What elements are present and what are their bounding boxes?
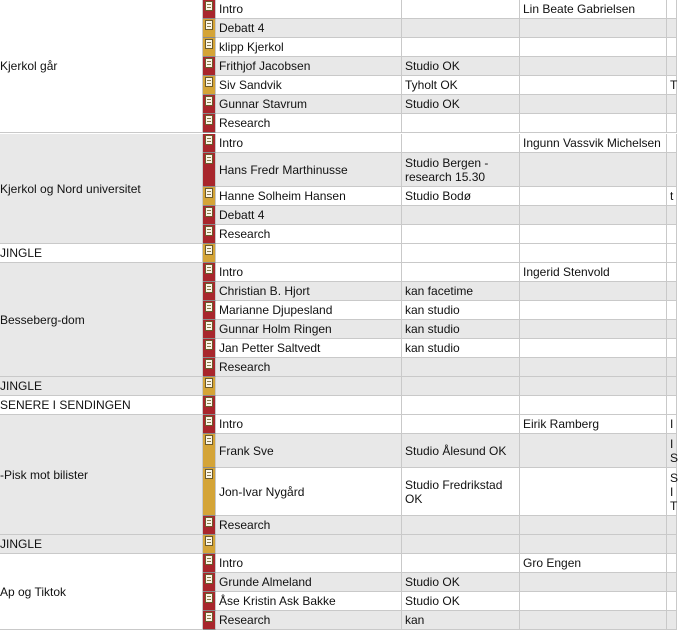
document-icon[interactable] <box>205 283 213 293</box>
table-row[interactable] <box>0 225 670 244</box>
extra-text: t <box>670 189 674 203</box>
row-marker-bar[interactable] <box>203 263 216 282</box>
document-icon[interactable] <box>205 264 213 274</box>
cell-item[interactable] <box>216 114 402 133</box>
row-marker-bar[interactable] <box>203 95 216 114</box>
segment-block <box>0 415 678 535</box>
table-row[interactable] <box>0 76 678 95</box>
document-icon[interactable] <box>205 435 213 445</box>
table-row[interactable] <box>0 206 670 225</box>
cell-status[interactable] <box>402 573 520 592</box>
cell-status[interactable] <box>402 554 520 573</box>
cell-extra[interactable] <box>667 95 677 114</box>
cell-extra[interactable] <box>667 301 677 320</box>
cell-item[interactable] <box>216 301 402 320</box>
cell-person[interactable] <box>520 339 667 358</box>
cell-person[interactable] <box>520 377 667 396</box>
status-text: Tyholt OK <box>405 78 458 92</box>
cell-status[interactable] <box>402 0 520 19</box>
document-icon[interactable] <box>205 58 213 68</box>
cell-person[interactable] <box>520 592 667 611</box>
cell-item[interactable] <box>216 263 402 282</box>
status-text: Studio Fredrikstad OK <box>405 477 503 506</box>
table-row[interactable] <box>0 415 674 434</box>
cell-person[interactable] <box>520 76 667 95</box>
document-icon[interactable] <box>205 115 213 125</box>
segment-name: JINGLE <box>0 246 43 260</box>
cell-extra[interactable] <box>667 38 677 57</box>
table-row[interactable] <box>0 339 670 358</box>
row-marker-bar[interactable] <box>203 153 216 187</box>
item-text: Hanne Solheim Hansen <box>219 189 346 203</box>
table-row[interactable] <box>0 592 670 611</box>
item-text: Debatt 4 <box>219 208 265 222</box>
cell-status[interactable] <box>402 592 520 611</box>
segment-block <box>0 396 670 415</box>
document-icon[interactable] <box>205 397 213 407</box>
table-row[interactable] <box>0 38 670 57</box>
document-icon[interactable] <box>205 321 213 331</box>
cell-status[interactable] <box>402 282 520 301</box>
cell-extra[interactable] <box>667 573 677 592</box>
cell-item[interactable] <box>216 320 402 339</box>
row-marker-bar[interactable] <box>203 592 216 611</box>
cell-person[interactable] <box>520 573 667 592</box>
table-row[interactable] <box>0 535 670 554</box>
cell-item[interactable] <box>216 76 402 95</box>
cell-person[interactable] <box>520 516 667 535</box>
cell-person[interactable] <box>520 95 667 114</box>
segment-block <box>0 535 670 554</box>
cell-extra[interactable] <box>667 434 677 468</box>
status-text: kan <box>405 613 425 627</box>
row-marker-bar[interactable] <box>203 320 216 339</box>
document-icon[interactable] <box>205 536 213 546</box>
cell-status[interactable] <box>402 301 520 320</box>
cell-extra[interactable] <box>667 339 677 358</box>
cell-extra[interactable] <box>667 19 677 38</box>
segment-block <box>0 554 670 630</box>
cell-person[interactable] <box>520 187 667 206</box>
table-row[interactable] <box>0 611 670 630</box>
item-text: Christian B. Hjort <box>219 284 310 298</box>
cell-person[interactable] <box>520 153 667 187</box>
cell-person[interactable] <box>520 244 667 263</box>
cell-extra[interactable] <box>667 244 677 263</box>
item-text: Gunnar Holm Ringen <box>219 322 332 336</box>
status-text: Studio OK <box>405 594 460 608</box>
cell-item[interactable] <box>216 19 402 38</box>
document-icon[interactable] <box>205 77 213 87</box>
row-marker-bar[interactable] <box>203 0 216 19</box>
document-icon[interactable] <box>205 593 213 603</box>
cell-person[interactable] <box>520 415 667 434</box>
item-text: Research <box>219 227 271 241</box>
cell-person[interactable] <box>520 611 667 630</box>
cell-extra[interactable] <box>667 134 677 153</box>
cell-status[interactable] <box>402 358 520 377</box>
cell-person[interactable] <box>520 263 667 282</box>
cell-status[interactable] <box>402 225 520 244</box>
person-text: Ingunn Vassvik Michelsen <box>523 136 661 150</box>
cell-status[interactable] <box>402 320 520 339</box>
row-marker-bar[interactable] <box>203 358 216 377</box>
cell-extra[interactable] <box>667 187 677 206</box>
table-row[interactable] <box>0 516 670 535</box>
cell-person[interactable] <box>520 396 667 415</box>
cell-item[interactable] <box>216 434 402 468</box>
document-icon[interactable] <box>205 359 213 369</box>
cell-person[interactable] <box>520 134 667 153</box>
document-icon[interactable] <box>205 378 213 388</box>
document-icon[interactable] <box>205 574 213 584</box>
cell-item[interactable] <box>216 339 402 358</box>
cell-person[interactable] <box>520 301 667 320</box>
document-icon[interactable] <box>205 245 213 255</box>
cell-item[interactable] <box>216 57 402 76</box>
row-marker-bar[interactable] <box>203 415 216 434</box>
table-row[interactable] <box>0 377 670 396</box>
cell-person[interactable] <box>520 434 667 468</box>
item-text: klipp Kjerkol <box>219 40 284 54</box>
item-text: Research <box>219 613 271 627</box>
cell-extra[interactable] <box>667 516 677 535</box>
item-text: Intro <box>219 265 244 279</box>
row-marker-bar[interactable] <box>203 396 216 415</box>
item-text: Intro <box>219 136 244 150</box>
document-icon[interactable] <box>205 135 213 145</box>
row-marker-bar[interactable] <box>203 535 216 554</box>
document-icon[interactable] <box>205 517 213 527</box>
item-text: Frithjof Jacobsen <box>219 59 311 73</box>
cell-status[interactable] <box>402 468 520 516</box>
cell-status[interactable] <box>402 134 520 153</box>
cell-item[interactable] <box>216 244 402 263</box>
cell-item[interactable] <box>216 573 402 592</box>
document-icon[interactable] <box>205 207 213 217</box>
status-text: Studio OK <box>405 97 460 111</box>
cell-person[interactable] <box>520 468 667 516</box>
row-marker-bar[interactable] <box>203 282 216 301</box>
cell-item[interactable] <box>216 153 402 187</box>
cell-extra[interactable] <box>667 320 677 339</box>
cell-extra[interactable] <box>667 396 677 415</box>
row-marker-bar[interactable] <box>203 114 216 133</box>
cell-extra[interactable] <box>667 535 677 554</box>
cell-person[interactable] <box>520 206 667 225</box>
cell-item[interactable] <box>216 282 402 301</box>
document-icon[interactable] <box>205 20 213 30</box>
table-row[interactable] <box>0 301 670 320</box>
cell-extra[interactable] <box>667 554 677 573</box>
cell-extra[interactable] <box>667 415 677 434</box>
row-marker-bar[interactable] <box>203 468 216 516</box>
table-row[interactable] <box>0 573 670 592</box>
extra-text: I <box>670 417 674 431</box>
cell-item[interactable] <box>216 468 402 516</box>
item-text: Marianne Djupesland <box>219 303 333 317</box>
cell-status[interactable] <box>402 206 520 225</box>
cell-item[interactable] <box>216 396 402 415</box>
row-marker-bar[interactable] <box>203 516 216 535</box>
segment-block <box>0 134 674 244</box>
cell-status[interactable] <box>402 263 520 282</box>
cell-status[interactable] <box>402 19 520 38</box>
cell-extra[interactable] <box>667 611 677 630</box>
document-icon[interactable] <box>205 555 213 565</box>
cell-extra[interactable] <box>667 153 677 187</box>
item-text: Debatt 4 <box>219 21 265 35</box>
cell-person[interactable] <box>520 320 667 339</box>
status-text: Studio Bergen - research 15.30 <box>405 155 489 184</box>
cell-person[interactable] <box>520 38 667 57</box>
table-row[interactable] <box>0 19 670 38</box>
segment-block <box>0 263 670 377</box>
cell-person[interactable] <box>520 554 667 573</box>
cell-item[interactable] <box>216 535 402 554</box>
segment-name: Besseberg-dom <box>0 312 85 327</box>
table-row[interactable] <box>0 57 670 76</box>
person-text: Ingerid Stenvold <box>523 265 610 279</box>
cell-status[interactable] <box>402 516 520 535</box>
cell-item[interactable] <box>216 377 402 396</box>
cell-extra[interactable] <box>667 282 677 301</box>
segment-block <box>0 244 670 263</box>
row-marker-bar[interactable] <box>203 19 216 38</box>
cell-extra[interactable] <box>667 377 677 396</box>
cell-item[interactable] <box>216 592 402 611</box>
segment-block <box>0 0 678 133</box>
row-marker-bar[interactable] <box>203 57 216 76</box>
cell-extra[interactable] <box>667 114 677 133</box>
row-marker-bar[interactable] <box>203 339 216 358</box>
row-marker-bar[interactable] <box>203 573 216 592</box>
cell-person[interactable] <box>520 114 667 133</box>
document-icon[interactable] <box>205 1 213 11</box>
table-row[interactable] <box>0 554 670 573</box>
cell-status[interactable] <box>402 114 520 133</box>
cell-status[interactable] <box>402 396 520 415</box>
item-text: Intro <box>219 417 244 431</box>
cell-extra[interactable] <box>667 206 677 225</box>
row-marker-bar[interactable] <box>203 554 216 573</box>
cell-extra[interactable] <box>667 57 677 76</box>
cell-item[interactable] <box>216 554 402 573</box>
cell-item[interactable] <box>216 225 402 244</box>
cell-extra[interactable] <box>667 592 677 611</box>
segment-name: Ap og Tiktok <box>0 584 67 599</box>
cell-status[interactable] <box>402 377 520 396</box>
status-text: Studio OK <box>405 59 460 73</box>
item-text: Gunnar Stavrum <box>219 97 308 111</box>
item-text: Jan Petter Saltvedt <box>219 341 321 355</box>
extra-text: I S <box>670 436 678 465</box>
item-text: Intro <box>219 556 244 570</box>
cell-status[interactable] <box>402 76 520 95</box>
item-text: Research <box>219 518 271 532</box>
cell-status[interactable] <box>402 95 520 114</box>
table-row[interactable] <box>0 134 670 153</box>
item-text: Hans Fredr Marthinusse <box>219 162 348 177</box>
segment-name: SENERE I SENDINGEN <box>0 398 131 412</box>
item-text: Siv Sandvik <box>219 78 282 92</box>
cell-person[interactable] <box>520 19 667 38</box>
table-row[interactable] <box>0 153 670 187</box>
segment-name: -Pisk mot bilister <box>0 467 89 482</box>
row-marker-bar[interactable] <box>203 434 216 468</box>
cell-status[interactable] <box>402 244 520 263</box>
table-row[interactable] <box>0 358 670 377</box>
cell-person[interactable] <box>520 535 667 554</box>
cell-item[interactable] <box>216 206 402 225</box>
row-marker-bar[interactable] <box>203 377 216 396</box>
cell-person[interactable] <box>520 57 667 76</box>
status-text: kan studio <box>405 322 460 336</box>
cell-item[interactable] <box>216 187 402 206</box>
cell-item[interactable] <box>216 358 402 377</box>
cell-item[interactable] <box>216 0 402 19</box>
cell-extra[interactable] <box>667 76 677 95</box>
row-marker-bar[interactable] <box>203 38 216 57</box>
cell-person[interactable] <box>520 282 667 301</box>
item-text: Grunde Almeland <box>219 575 312 589</box>
table-row[interactable] <box>0 0 670 19</box>
row-marker-bar[interactable] <box>203 206 216 225</box>
segment-block <box>0 377 670 396</box>
cell-item[interactable] <box>216 611 402 630</box>
item-text: Åse Kristin Ask Bakke <box>219 594 336 608</box>
table-row[interactable] <box>0 244 670 263</box>
segment-name: Kjerkol og Nord universitet <box>0 181 141 196</box>
row-marker-bar[interactable] <box>203 301 216 320</box>
cell-status[interactable] <box>402 38 520 57</box>
cell-status[interactable] <box>402 339 520 358</box>
status-text: Studio Bodø <box>405 189 472 203</box>
table-row[interactable] <box>0 434 678 468</box>
cell-extra[interactable] <box>667 0 677 19</box>
status-text: kan facetime <box>405 284 474 298</box>
cell-item[interactable] <box>216 516 402 535</box>
cell-item[interactable] <box>216 134 402 153</box>
cell-extra[interactable] <box>667 468 677 516</box>
document-icon[interactable] <box>205 96 213 106</box>
cell-person[interactable] <box>520 358 667 377</box>
row-marker-bar[interactable] <box>203 187 216 206</box>
person-text: Eirik Ramberg <box>523 417 600 431</box>
row-marker-bar[interactable] <box>203 244 216 263</box>
document-icon[interactable] <box>205 612 213 622</box>
cell-status[interactable] <box>402 611 520 630</box>
document-icon[interactable] <box>205 469 213 479</box>
table-row[interactable] <box>0 396 670 415</box>
item-text: Intro <box>219 2 244 16</box>
item-text: Research <box>219 116 271 130</box>
row-marker-bar[interactable] <box>203 611 216 630</box>
table-row[interactable] <box>0 95 670 114</box>
cell-person[interactable] <box>520 0 667 19</box>
segment-name: Kjerkol går <box>0 59 58 73</box>
cell-item[interactable] <box>216 95 402 114</box>
row-marker-bar[interactable] <box>203 225 216 244</box>
document-icon[interactable] <box>205 302 213 312</box>
status-text: kan studio <box>405 341 460 355</box>
document-icon[interactable] <box>205 39 213 49</box>
document-icon[interactable] <box>205 188 213 198</box>
segment-name: JINGLE <box>0 379 43 393</box>
segment-name: JINGLE <box>0 537 43 551</box>
table-row[interactable] <box>0 282 670 301</box>
cell-status[interactable] <box>402 153 520 187</box>
cell-extra[interactable] <box>667 263 677 282</box>
row-marker-bar[interactable] <box>203 76 216 95</box>
cell-extra[interactable] <box>667 225 677 244</box>
cell-extra[interactable] <box>667 358 677 377</box>
row-marker-bar[interactable] <box>203 134 216 153</box>
document-icon[interactable] <box>205 416 213 426</box>
extra-text: S I T <box>670 470 678 513</box>
status-text: kan studio <box>405 303 460 317</box>
cell-status[interactable] <box>402 434 520 468</box>
cell-item[interactable] <box>216 415 402 434</box>
person-text: Lin Beate Gabrielsen <box>523 2 636 16</box>
item-text: Research <box>219 360 271 374</box>
cell-status[interactable] <box>402 57 520 76</box>
table-row[interactable] <box>0 320 670 339</box>
cell-status[interactable] <box>402 187 520 206</box>
document-icon[interactable] <box>205 226 213 236</box>
document-icon[interactable] <box>205 340 213 350</box>
table-row[interactable] <box>0 468 678 516</box>
cell-person[interactable] <box>520 225 667 244</box>
cell-status[interactable] <box>402 535 520 554</box>
table-row[interactable] <box>0 187 674 206</box>
table-row[interactable] <box>0 114 670 133</box>
item-text: Frank Sve <box>219 443 274 458</box>
cell-status[interactable] <box>402 415 520 434</box>
status-text: Studio Ålesund OK <box>405 443 507 458</box>
table-row[interactable] <box>0 263 670 282</box>
document-icon[interactable] <box>205 154 213 164</box>
extra-text: T <box>670 78 678 92</box>
item-text: Jon-Ivar Nygård <box>219 484 305 499</box>
status-text: Studio OK <box>405 575 460 589</box>
person-text: Gro Engen <box>523 556 582 570</box>
cell-item[interactable] <box>216 38 402 57</box>
